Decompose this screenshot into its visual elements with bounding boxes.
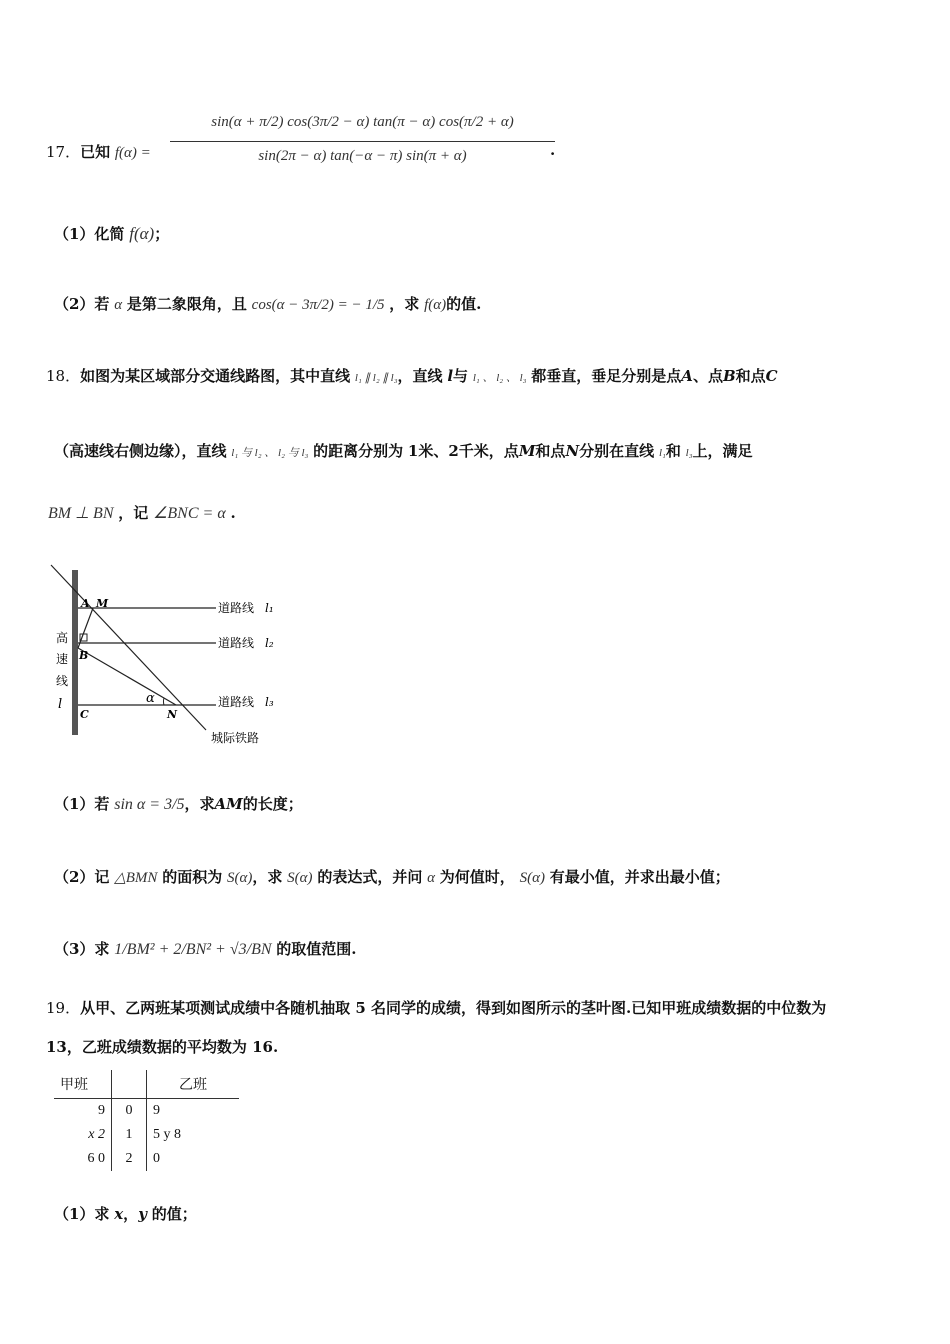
svg-text:l: l <box>58 697 63 712</box>
svg-text:N: N <box>167 708 178 721</box>
q17-fraction <box>170 100 555 165</box>
q17-condition: cos(α − 3π/2) = − 1/5 <box>251 297 385 313</box>
q19-number: 19． <box>46 999 81 1017</box>
q18-line2: （高速线右侧边缘），直线 l₁ 与 l₂ 、 l₂ 与 l₃ 的距离分别为 1米、2千米，点M和点N分别在直线 l₁和 l₃上，满足 <box>54 442 753 460</box>
svg-text:道路线: 道路线 <box>218 636 255 650</box>
q17-numerator: sin(α + π/2) cos(3π/2 − α) tan(π − α) cos(π/2 + α) <box>170 100 555 142</box>
stem-leaf-table <box>54 1070 239 1171</box>
table-row: 9 0 9 <box>54 1099 239 1124</box>
segment-BM <box>78 608 93 648</box>
q18-number: 18． <box>46 367 81 385</box>
svg-text:l₂: l₂ <box>265 636 274 650</box>
q18-line1: 18．如图为某区域部分交通线路图，其中直线 l₁ ∥ l₂ ∥ l₃，直线 l与 l₁ 、 l₂ 、 l₃ 都垂直，垂足分别是点A、点B和点C <box>46 367 778 385</box>
q18-part3: （3）求 1/BM² + 2/BN² + √3/BN 的取值范围. <box>54 940 357 958</box>
svg-text:M: M <box>96 597 109 610</box>
table-header-row: 甲班 乙班 <box>54 1070 239 1099</box>
q17-function: f(α) = <box>114 145 151 161</box>
table-row: 6 0 2 0 <box>54 1147 239 1171</box>
svg-text:C: C <box>80 708 89 721</box>
q17-stem: 17．已知 f(α) = <box>46 143 151 161</box>
q18-part2: （2）记 △BMN 的面积为 S(α)，求 S(α) 的表达式，并问 α 为何值时， S(α) 有最小值，并求出最小值； <box>54 868 730 886</box>
svg-text:l₃: l₃ <box>265 695 274 709</box>
svg-text:A: A <box>81 597 90 610</box>
q19-line2: 13，乙班成绩数据的平均数为 16. <box>46 1038 279 1056</box>
svg-text:速: 速 <box>56 652 69 666</box>
svg-text:线: 线 <box>56 674 69 688</box>
q18-part1: （1）若 sin α = 3/5，求AM的长度； <box>54 795 303 813</box>
q19-line1: 19．从甲、乙两班某项测试成绩中各随机抽取 5 名同学的成绩，得到如图所示的茎叶图.已知甲班成绩数据的中位数为 <box>46 999 827 1017</box>
q17-denominator: sin(2π − α) tan(−α − π) sin(π + α) <box>258 148 467 164</box>
highway-bar <box>72 570 78 735</box>
segment-BN <box>78 648 176 705</box>
q17-number: 17． <box>46 143 81 161</box>
traffic-diagram <box>46 560 286 750</box>
svg-text:高: 高 <box>56 631 69 645</box>
alpha-arc <box>163 698 164 705</box>
svg-text:道路线: 道路线 <box>218 601 255 615</box>
svg-text:l₁: l₁ <box>265 601 274 615</box>
svg-text:道路线: 道路线 <box>218 695 255 709</box>
q18-line3: BM ⊥ BN ，记 ∠BNC = α . <box>48 504 236 522</box>
svg-text:城际铁路: 城际铁路 <box>211 731 260 745</box>
svg-text:B: B <box>79 649 89 662</box>
table-row: x 2 1 5 y 8 <box>54 1123 239 1147</box>
q19-part1: （1）求 x，y 的值； <box>54 1205 197 1223</box>
q17-part1: （1）化简 f(α)； <box>54 224 170 243</box>
q17-part2: （2）若 α 是第二象限角，且 cos(α − 3π/2) = − 1/5 ，求 f(α)的值. <box>54 295 482 313</box>
svg-text:α: α <box>146 691 155 706</box>
